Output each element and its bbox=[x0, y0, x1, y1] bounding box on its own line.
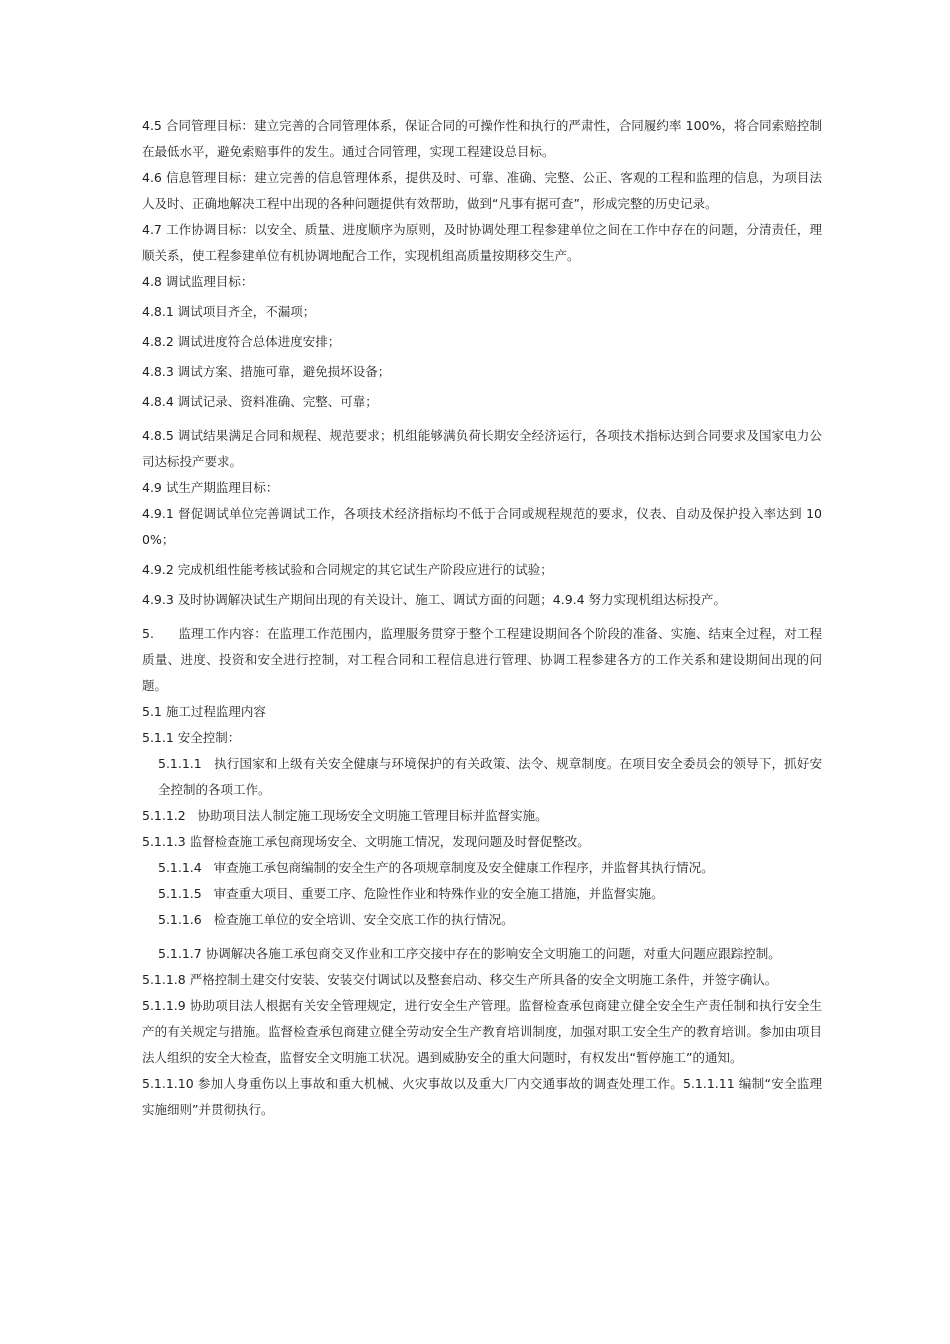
paragraph-5-1-1-9: 5.1.1.9 协助项目法人根据有关安全管理规定，进行安全生产管理。监督检查承包商建立健全安全生产责任制和执行安全生产的有关规定与措施。监督检查承包商建立健全劳动安全生产教育培训制度，加强对职工安全生产的教育培训。参加由项目法人组织的安全大检查，监督安全文明施工状况。遇到威胁安全的重大问题时，有权发出“暂停施工”的通知。 bbox=[142, 998, 822, 1065]
paragraph-4-8-5: 4.8.5 调试结果满足合同和规程、规范要求；机组能够满负荷长期安全经济运行，各项技术指标达到合同要求及国家电力公司达标投产要求。 bbox=[142, 428, 822, 469]
paragraph-4-7: 4.7 工作协调目标：以安全、质量、进度顺序为原则，及时协调处理工程参建单位之间在工作中存在的问题，分清责任，理顺关系，使工程参建单位有机协调地配合工作，实现机组高质量按期移交生产。 bbox=[142, 222, 822, 263]
paragraph-4-8-3: 4.8.3 调试方案、措施可靠，避免损坏设备； bbox=[142, 364, 391, 379]
paragraph-5-1-1-4: 5.1.1.4 审查施工承包商编制的安全生产的各项规章制度及安全健康工作程序，并监督其执行情况。 bbox=[158, 860, 714, 875]
paragraph-5-1-1-10: 5.1.1.10 参加人身重伤以上事故和重大机械、火灾事故以及重大厂内交通事故的调查处理工作。5.1.1.11 编制“安全监理实施细则”并贯彻执行。 bbox=[142, 1076, 822, 1117]
paragraph-5-1-1-1: 5.1.1.1 执行国家和上级有关安全健康与环境保护的有关政策、法令、规章制度。在项目安全委员会的领导下，抓好安全控制的各项工作。 bbox=[158, 756, 822, 797]
paragraph-5-1: 5.1 施工过程监理内容 bbox=[142, 704, 266, 719]
paragraph-4-5: 4.5 合同管理目标：建立完善的合同管理体系，保证合同的可操作性和执行的严肃性，合同履约率 100%，将合同索赔控制在最低水平，避免索赔事件的发生。通过合同管理，实现工程建设总目标。 bbox=[142, 118, 822, 159]
document-page bbox=[142, 113, 822, 1123]
paragraph-4-9-3: 4.9.3 及时协调解决试生产期间出现的有关设计、施工、调试方面的问题；4.9.4 努力实现机组达标投产。 bbox=[142, 592, 727, 607]
paragraph-4-9: 4.9 试生产期监理目标： bbox=[142, 480, 279, 495]
paragraph-5-1-1-8: 5.1.1.8 严格控制土建交付安装、安装交付调试以及整套启动、移交生产所具备的安全文明施工条件，并签字确认。 bbox=[142, 972, 778, 987]
paragraph-5-1-1: 5.1.1 安全控制： bbox=[142, 730, 241, 745]
paragraph-4-9-1: 4.9.1 督促调试单位完善调试工作，各项技术经济指标均不低于合同或规程规范的要求，仪表、自动及保护投入率达到 100%； bbox=[142, 506, 822, 547]
paragraph-5-1-1-7: 5.1.1.7 协调解决各施工承包商交叉作业和工序交接中存在的影响安全文明施工的问题，对重大问题应跟踪控制。 bbox=[158, 946, 781, 961]
paragraph-5: 5. 监理工作内容：在监理工作范围内，监理服务贯穿于整个工程建设期间各个阶段的准备、实施、结束全过程，对工程质量、进度、投资和安全进行控制，对工程合同和工程信息进行管理、协调工程参建各方的工作关系和建设期间出现的问题。 bbox=[142, 626, 822, 693]
paragraph-4-8-1: 4.8.1 调试项目齐全，不漏项； bbox=[142, 304, 316, 319]
paragraph-5-1-1-2: 5.1.1.2 协助项目法人制定施工现场安全文明施工管理目标并监督实施。 bbox=[142, 808, 548, 823]
paragraph-4-8-4: 4.8.4 调试记录、资料准确、完整、可靠； bbox=[142, 394, 378, 409]
paragraph-5-1-1-5: 5.1.1.5 审查重大项目、重要工序、危险性作业和特殊作业的安全施工措施，并监督实施。 bbox=[158, 886, 664, 901]
paragraph-4-6: 4.6 信息管理目标：建立完善的信息管理体系，提供及时、可靠、准确、完整、公正、客观的工程和监理的信息，为项目法人及时、正确地解决工程中出现的各种问题提供有效帮助，做到“凡事有据可查”，形成完整的历史记录。 bbox=[142, 170, 822, 211]
paragraph-5-1-1-6: 5.1.1.6 检查施工单位的安全培训、安全交底工作的执行情况。 bbox=[158, 912, 514, 927]
paragraph-4-8-2: 4.8.2 调试进度符合总体进度安排； bbox=[142, 334, 341, 349]
paragraph-4-9-2: 4.9.2 完成机组性能考核试验和合同规定的其它试生产阶段应进行的试验； bbox=[142, 562, 553, 577]
paragraph-5-1-1-3: 5.1.1.3 监督检查施工承包商现场安全、文明施工情况，发现问题及时督促整改。 bbox=[142, 834, 590, 849]
paragraph-4-8: 4.8 调试监理目标： bbox=[142, 274, 254, 289]
